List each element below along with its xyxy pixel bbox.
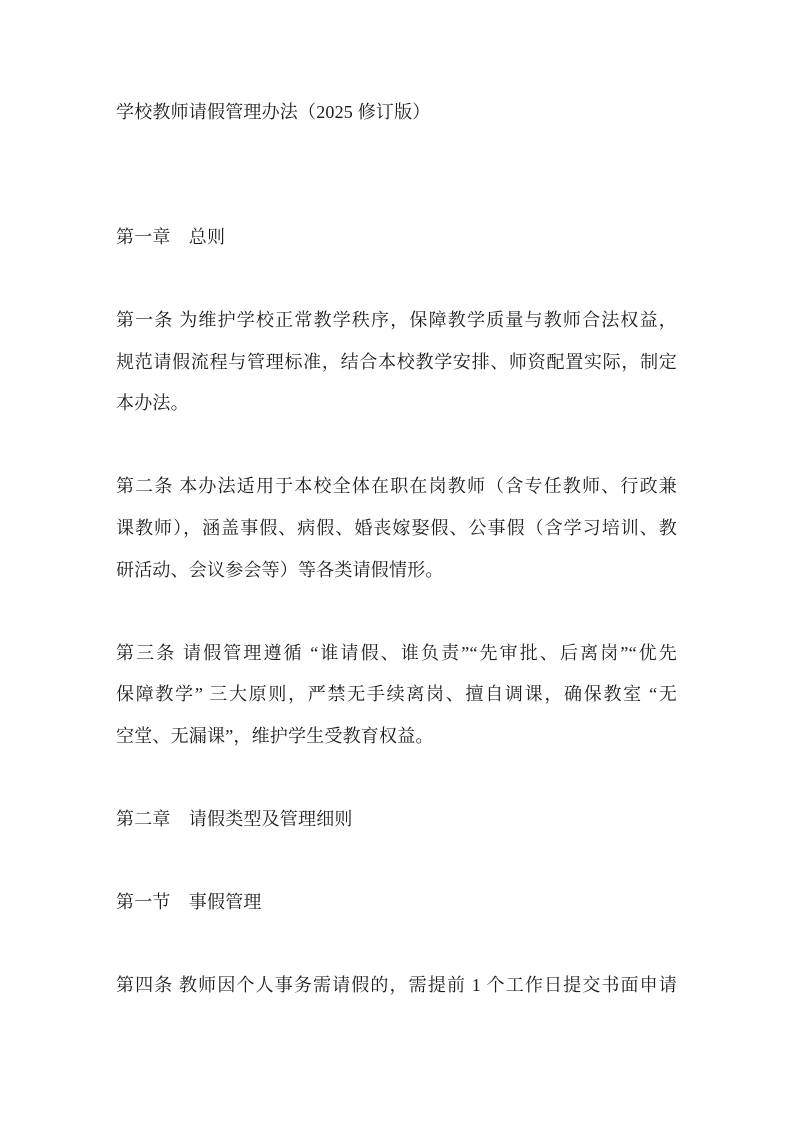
article-4-line-1: 第四条 教师因个人事务需请假的，需提前 1 个工作日提交书面申请 <box>116 975 677 996</box>
article-1-line-3: 本办法。 <box>116 393 189 414</box>
chapter-2-heading: 第二章 请假类型及管理细则 <box>116 809 353 830</box>
article-1-line-1: 第一条 为维护学校正常教学秩序，保障教学质量与教师合法权益， <box>116 309 677 330</box>
article-1-line-2: 规范请假流程与管理标准，结合本校教学安排、师资配置实际，制定 <box>116 351 677 372</box>
article-2-line-1: 第二条 本办法适用于本校全体在职在岗教师（含专任教师、行政兼 <box>116 476 677 497</box>
article-3-line-2: 保障教学” 三大原则，严禁无手续离岗、擅自调课，确保教室 “无 <box>116 684 677 705</box>
article-2-line-3: 研活动、会议参会等）等各类请假情形。 <box>116 559 444 580</box>
article-3-line-3: 空堂、无漏课”，维护学生受教育权益。 <box>116 725 434 746</box>
chapter-1-heading: 第一章 总则 <box>116 226 226 247</box>
document-title: 学校教师请假管理办法（2025 修订版） <box>116 102 431 122</box>
article-2-line-2: 课教师），涵盖事假、病假、婚丧嫁娶假、公事假（含学习培训、教 <box>116 517 677 538</box>
section-1-heading: 第一节 事假管理 <box>116 892 262 913</box>
article-3-line-1: 第三条 请假管理遵循 “谁请假、谁负责”“先审批、后离岗”“优先 <box>116 642 677 663</box>
